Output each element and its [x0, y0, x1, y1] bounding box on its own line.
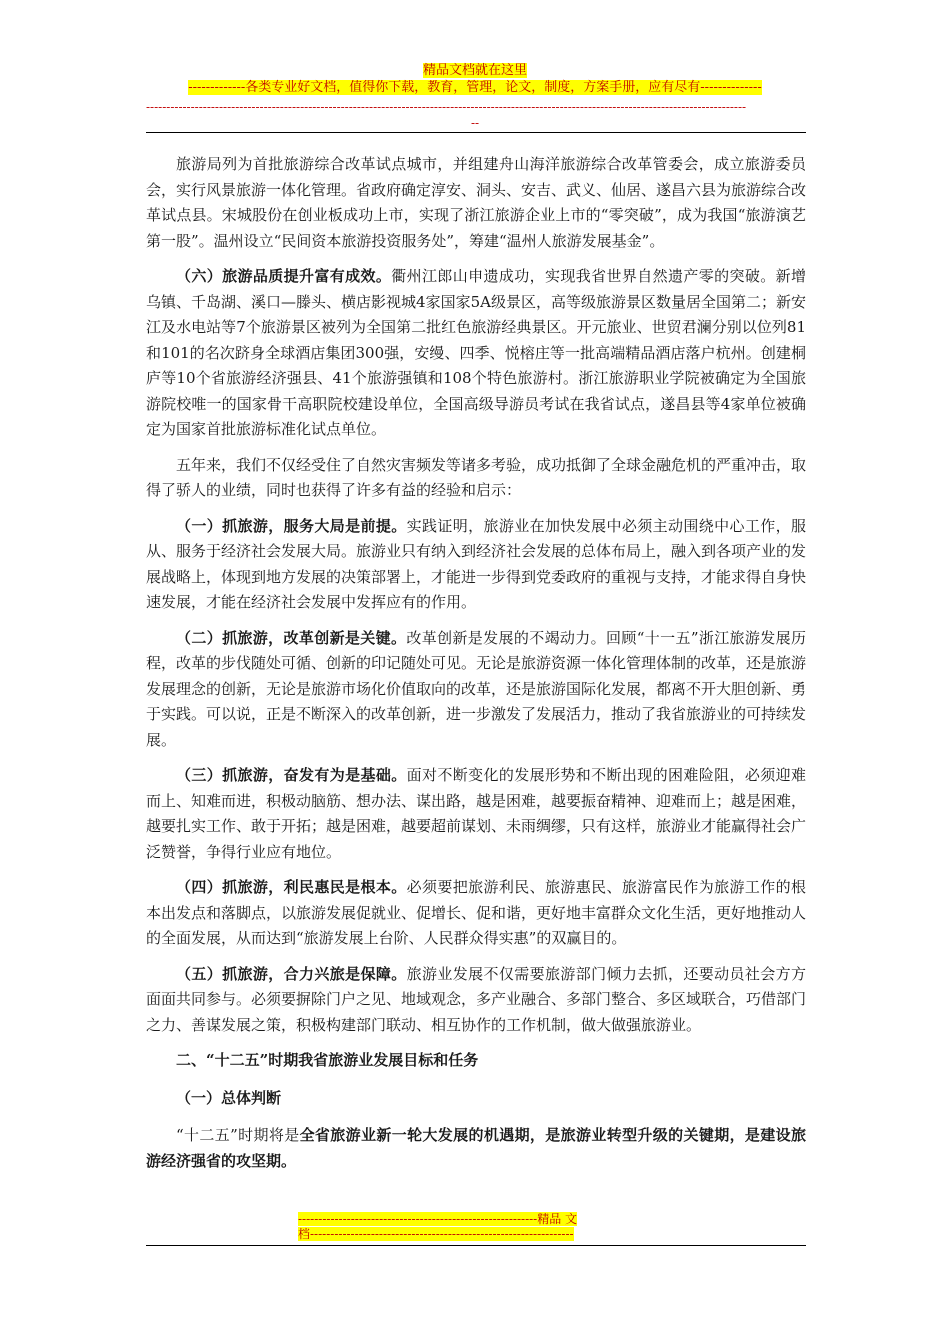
paragraph-text: 旅游局列为首批旅游综合改革试点城市，并组建舟山海洋旅游综合改革管委会，成立旅游委员会，实行风景旅游一体化管理。省政府确定淳安、洞头、安吉、武义、仙居、遂昌六县为旅游综合改革试点县。宋城股份在创业板成功上市，实现了浙江旅游企业上市的“零突破”，成为我国“旅游演艺第一股”。温州设立“民间资本旅游投资服务处”，筹建“温州人旅游发展基金”。	[146, 155, 807, 250]
paragraph-text: 面对不断变化的发展形势和不断出现的困难险阻，必须迎难而上、知难而进，积极动脑筋、想办法、谋出路，越是困难，越要振奋精神、迎难而上；越是困难，越要扎实工作、敢于开拓；越是困难，越要超前谋划、未雨绸缪，只有这样，旅游业才能赢得社会广泛赞誉，争得行业应有地位。	[146, 766, 807, 861]
header-dash-line: ----------------------------------------------------------------------------------------------------------------------------------------------------	[146, 100, 747, 114]
paragraph-text: 改革创新是发展的不竭动力。回顾“十一五”浙江旅游发展历程，改革的步伐随处可循、创新的印记随处可见。无论是旅游资源一体化管理体制的改革，还是旅游发展理念的创新，无论是旅游市场化价值取向的改革，还是旅游国际化发展，都离不开大胆创新、勇于实践。可以说，正是不断深入的改革创新，进一步激发了发展活力，推动了我省旅游业的可持续发展。	[146, 628, 807, 749]
paragraph-lead: （六）旅游品质提升富有成效。	[176, 267, 392, 285]
paragraph-text: 旅游业发展不仅需要旅游部门倾力去抓，还要动员社会方方面面共同参与。必须要摒除门户之见、地域观念，多产业融合、多部门整合、多区域联合，巧借部门之力、善谋发展之策，积极构建部门联动、相互协作的工作机制，做大做强旅游业。	[146, 964, 807, 1034]
paragraph-lead: （二）抓旅游，改革创新是关键。	[176, 628, 407, 647]
paragraph	[146, 264, 806, 443]
header-rule	[146, 132, 806, 133]
paragraph	[146, 875, 806, 952]
paragraph-text: 衢州江郎山申遗成功，实现我省世界自然遗产零的突破。新增乌镇、千岛湖、溪口—滕头、横店影视城4家国家5A级景区，高等级旅游景区数量居全国第二；新安江及水电站等7个旅游景区被列为全国第二批红色旅游经典景区。开元旅业、世贸君澜分别以位列81和101的名次跻身全球酒店集团300强，安缦、四季、悦榕庄等一批高端精品酒店落户杭州。创建桐庐等10个省旅游经济强县、41个旅游强镇和108个特色旅游村。浙江旅游职业学院被确定为全国旅游院校唯一的国家骨干高职院校建设单位，全国高级导游员考试在我省试点，遂昌县等4家单位被确定为国家首批旅游标准化试点单位。	[146, 267, 806, 438]
paragraph	[146, 626, 806, 754]
footer-line-1-text: -----------------------------------------------------------精品 文	[298, 1212, 578, 1226]
paragraph	[146, 763, 806, 865]
paragraph-text: 必须要把旅游利民、旅游惠民、旅游富民作为旅游工作的根本出发点和落脚点，以旅游发展促就业、促增长、促和谐，更好地丰富群众文化生活，更好地推动人的全面发展，从而达到“旅游发展上台阶、人民群众得实惠”的双赢目的。	[146, 878, 807, 947]
document-body	[146, 152, 806, 1184]
paragraph-lead: （一）抓旅游，服务大局是前提。	[176, 516, 407, 535]
header-dash-tail: --	[470, 116, 480, 130]
header-subtitle-text: -------------各类专业好文档，值得你下载，教育，管理，论文，制度，方案手册，应有尽有--------------	[188, 80, 762, 95]
paragraph	[146, 152, 806, 254]
page-footer	[298, 1212, 658, 1242]
paragraph-lead: （四）抓旅游，利民惠民是根本。	[176, 878, 407, 896]
paragraph-text: 实践证明，旅游业在加快发展中必须主动围绕中心工作，服从、服务于经济社会发展大局。旅游业只有纳入到经济社会发展的总体布局上，融入到各项产业的发展战略上，体现到地方发展的决策部署上，才能进一步得到党委政府的重视与支持，才能求得自身快速发展，才能在经济社会发展中发挥应有的作用。	[146, 516, 807, 611]
paragraph	[146, 453, 806, 504]
footer-line-2-text: 档-----------------------------------------------------------------	[298, 1227, 574, 1241]
page-header-title	[0, 62, 950, 79]
header-title-text: 精品文档就在这里	[422, 63, 527, 78]
paragraph-lead: （三）抓旅游，奋发有为是基础。	[176, 766, 407, 784]
footer-rule	[146, 1245, 806, 1246]
paragraph	[146, 514, 806, 616]
paragraph	[146, 962, 806, 1039]
subsection-heading: （一）总体判断	[176, 1088, 282, 1107]
footer-line-2	[298, 1227, 658, 1242]
page-header-subtitle	[0, 79, 950, 96]
final-paragraph-lead: “十二五”时期将是	[176, 1126, 300, 1144]
final-paragraph-bold: 全省旅游业新一轮大发展的机遇期，是旅游业转型升级的关键期，是建设旅游经济强省的攻坚期。	[146, 1126, 806, 1170]
final-paragraph	[146, 1123, 806, 1174]
footer-line-1	[298, 1212, 658, 1227]
paragraph-text: 五年来，我们不仅经受住了自然灾害频发等诸多考验，成功抵御了全球金融危机的严重冲击，取得了骄人的业绩，同时也获得了许多有益的经验和启示：	[146, 455, 807, 499]
section-heading: 二、“十二五”时期我省旅游业发展目标和任务	[176, 1051, 479, 1069]
paragraph-lead: （五）抓旅游，合力兴旅是保障。	[176, 964, 407, 983]
